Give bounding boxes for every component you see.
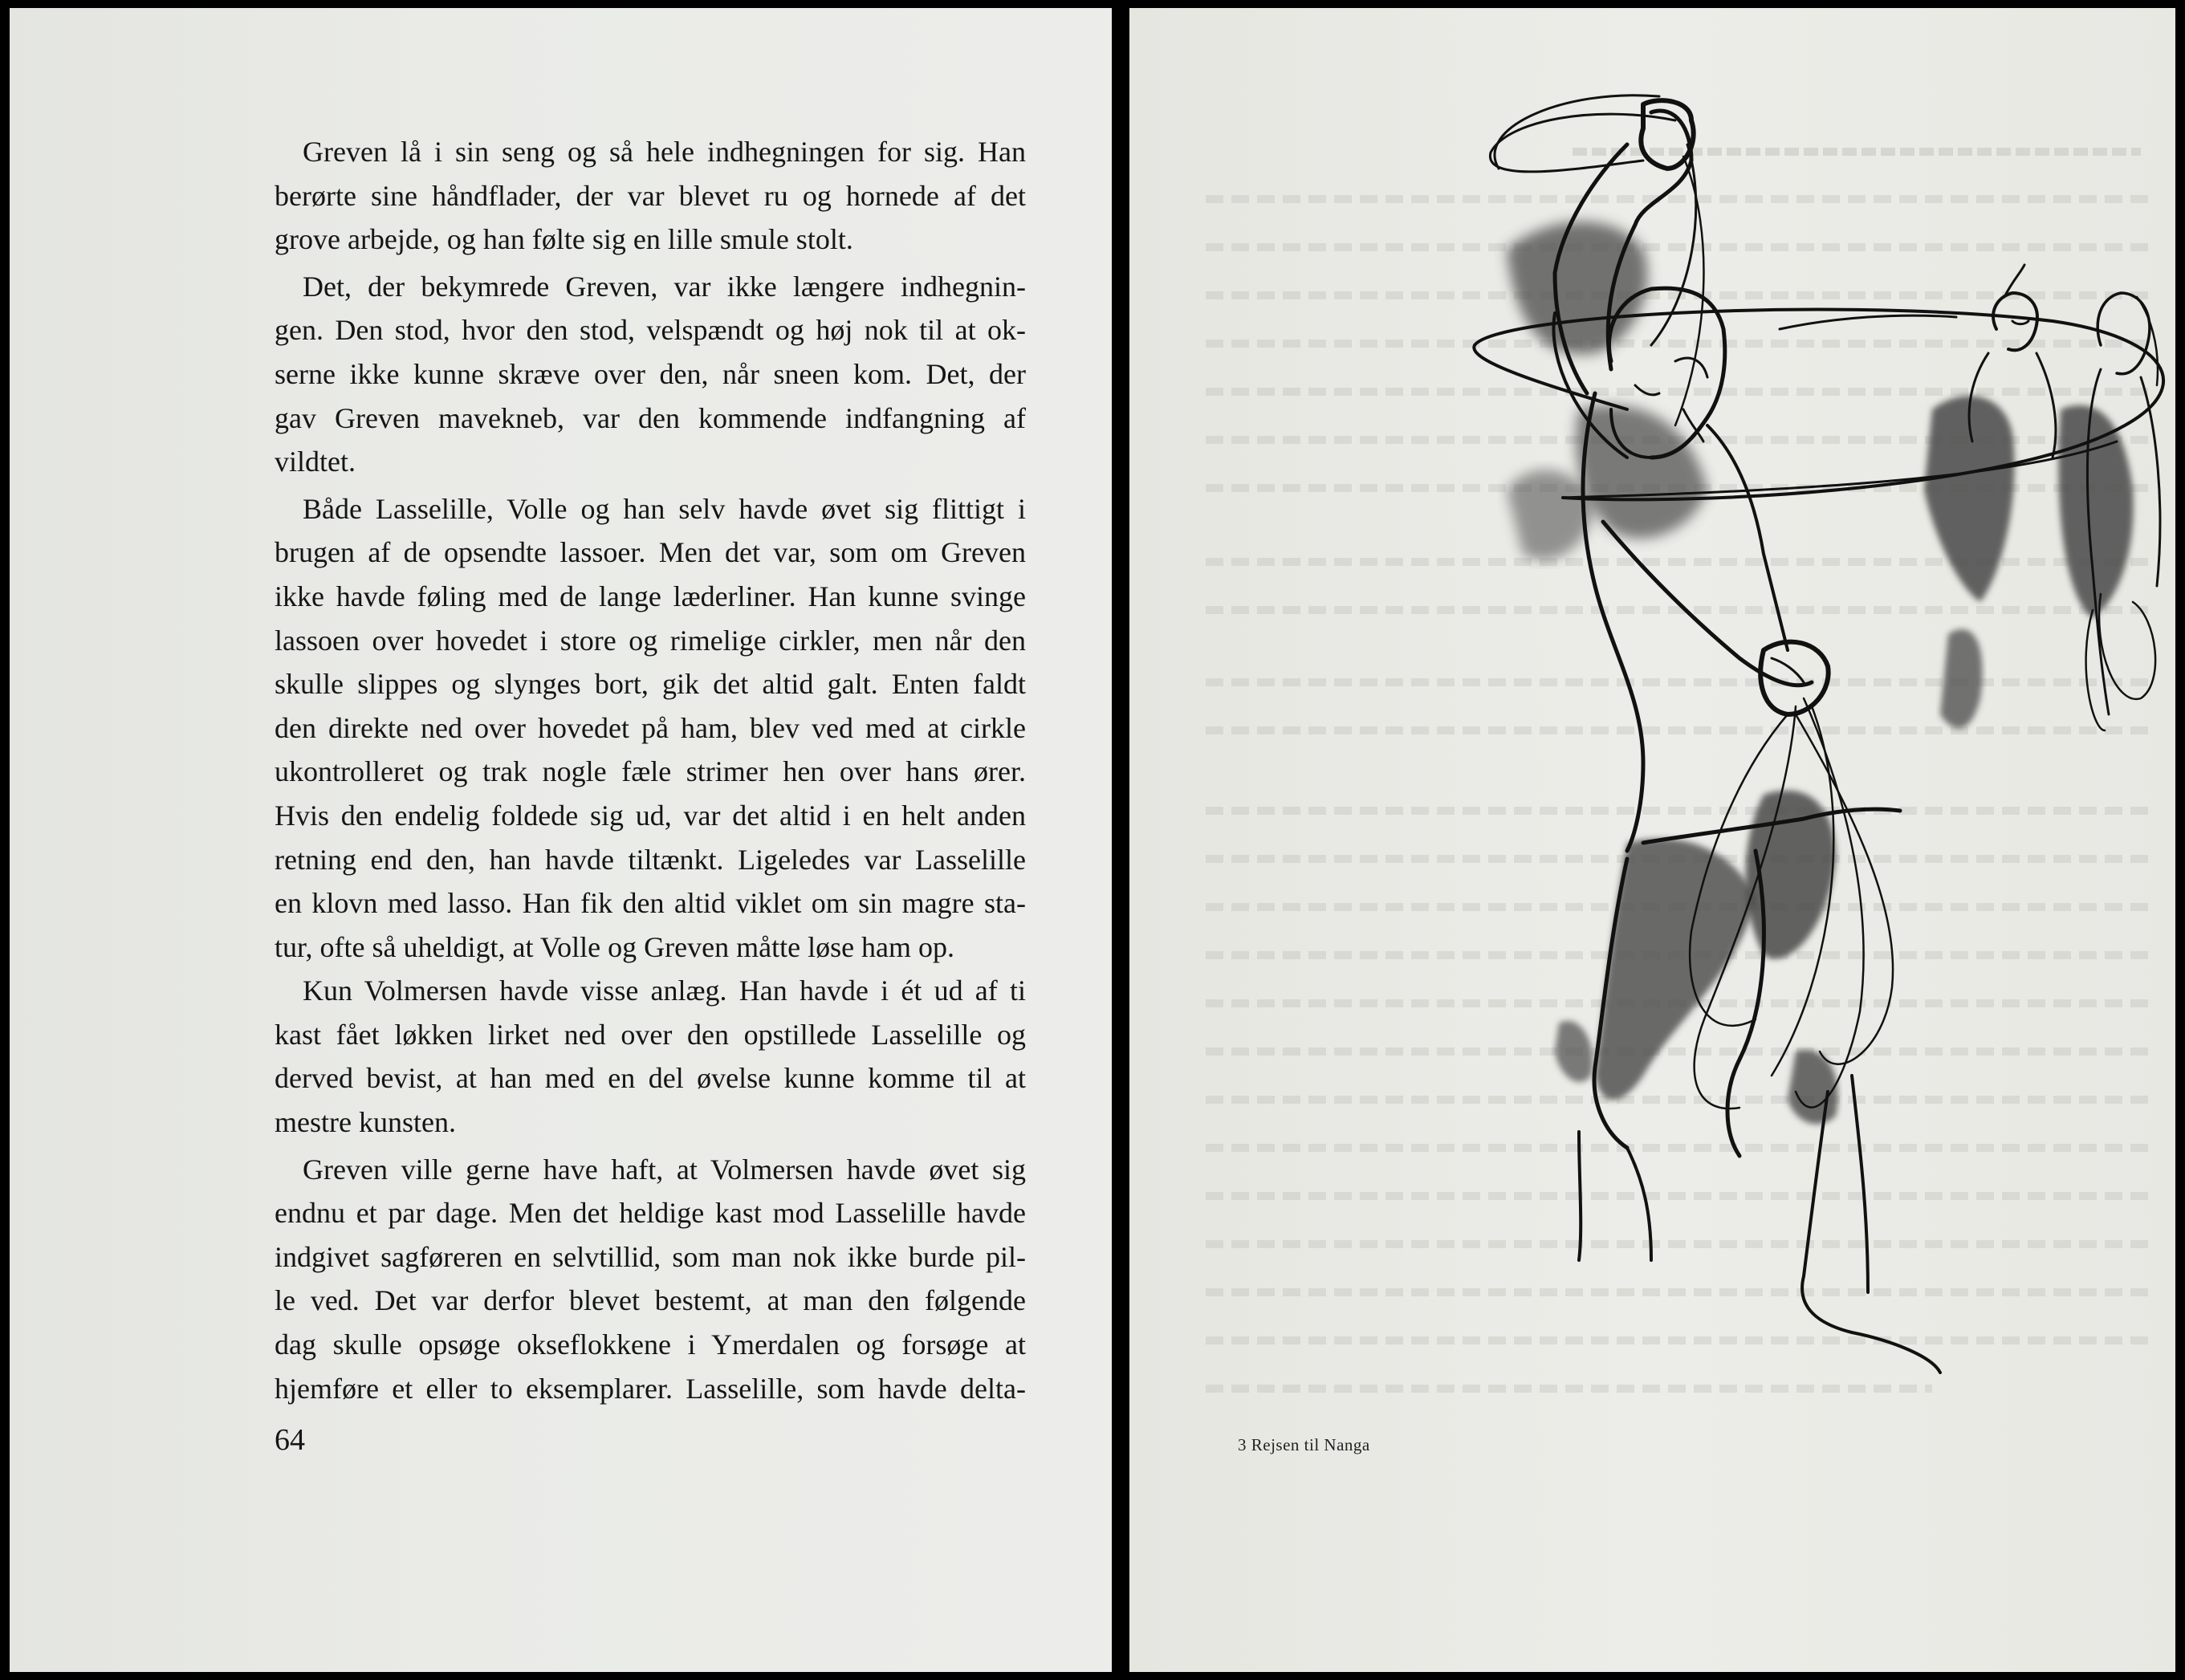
text-line: ukontrolleret og trak nogle fæle strimer hen over hans ører. (275, 755, 1026, 788)
text-line: gen. Den stod, hvor den stod, velspændt og høj nok til at ok- (275, 314, 1026, 347)
text-line: le ved. Det var derfor blevet bestemt, at man den følgende (275, 1284, 1026, 1317)
text-line: dag skulle opsøge okseflokkene i Ymerdalen og forsøge at (275, 1328, 1026, 1361)
show-through-lines (1206, 199, 2149, 1389)
text-line: tur, ofte så uheldigt, at Volle og Greven måtte løse ham op. (275, 930, 955, 963)
text-line: kast fået løkken lirket ned over den opstillede Lasselille og (275, 1018, 1026, 1051)
text-line: hjemføre et eller to eksemplarer. Lasselille, som havde delta- (275, 1372, 1026, 1405)
text-line: brugen af de opsendte lassoer. Men det var, som om Greven (275, 536, 1026, 569)
text-line: derved bevist, at han med en del øvelse kunne komme til at (275, 1062, 1026, 1095)
figure-caption: 3 Rejsen til Nanga (1238, 1435, 1370, 1454)
text-line: mestre kunsten. (275, 1106, 456, 1139)
text-line: endnu et par dage. Men det heldige kast mod Lasselille havde (275, 1197, 1026, 1230)
text-line: grove arbejde, og han følte sig en lille smule stolt. (275, 223, 853, 256)
text-line: Kun Volmersen havde visse anlæg. Han havde i ét ud af ti (303, 974, 1026, 1007)
text-line: vildtet. (275, 445, 356, 478)
text-line: gav Greven mavekneb, var den kommende indfangning af (275, 401, 1026, 434)
text-line: lassoen over hovedet i store og rimelige cirkler, men når den (275, 624, 1026, 657)
text-line: Det, der bekymrede Greven, var ikke længere indhegnin- (303, 270, 1026, 303)
text-line: indgivet sagføreren en selvtillid, som man nok ikke burde pil- (275, 1240, 1026, 1273)
lasso-illustration (1129, 8, 2175, 1672)
text-line: en klovn med lasso. Han fik den altid viklet om sin magre sta- (275, 887, 1026, 920)
paragraph-2 (275, 265, 1026, 484)
paragraph-1 (275, 130, 1026, 262)
text-line: berørte sine håndflader, der var blevet ru og hornede af det (275, 179, 1026, 212)
text-line: Hvis den endelig foldede sig ud, var det altid i en helt anden (275, 799, 1026, 832)
paragraph-3 (275, 487, 1026, 970)
text-line: Greven lå i sin seng og så hele indhegningen for sig. Han (303, 136, 1026, 168)
text-line: Både Lasselille, Volle og han selv havde øvet sig flittigt i (303, 492, 1026, 525)
page-number: 64 (275, 1423, 305, 1457)
text-line: den direkte ned over hovedet på ham, blev ved med at cirkle (275, 711, 1026, 744)
paragraph-4 (275, 969, 1026, 1144)
text-line: Greven ville gerne have haft, at Volmersen havde øvet sig (303, 1153, 1026, 1186)
text-line: skulle slippes og slynges bort, gik det altid galt. Enten faldt (275, 668, 1026, 701)
body-text (275, 130, 1026, 1410)
text-line: retning end den, han havde tiltænkt. Ligeledes var Lasselille (275, 843, 1026, 876)
paragraph-5 (275, 1148, 1026, 1411)
right-page (1129, 8, 2175, 1672)
text-line: ikke havde føling med de lange læderliner. Han kunne svinge (275, 580, 1026, 612)
text-line: serne ikke kunne skræve over den, når sneen kom. Det, der (275, 357, 1026, 390)
left-page (10, 8, 1112, 1672)
